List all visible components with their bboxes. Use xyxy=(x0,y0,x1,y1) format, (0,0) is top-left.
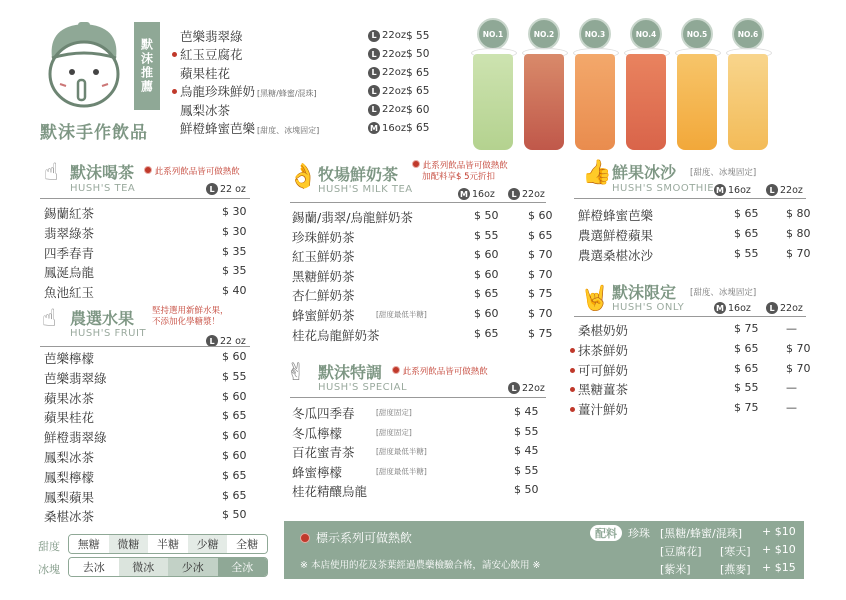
ice-label: 冰塊 xyxy=(38,563,60,576)
menu-item-name: 黑糖薑茶 xyxy=(578,382,629,398)
recommend-size xyxy=(368,122,406,134)
size-letter: L xyxy=(368,104,380,116)
recommend-row xyxy=(172,63,432,82)
recommend-price: $ 50 xyxy=(406,48,430,60)
limited-subtitle: HUSH'S ONLY xyxy=(612,302,685,313)
menu-item-name: 鳳梨蘋果 xyxy=(44,489,95,505)
price-l: $ 80 xyxy=(786,207,811,220)
menu-item-tag: [甜度最低半糖] xyxy=(376,466,427,476)
size-letter: M xyxy=(368,122,380,134)
special-note: 此系列飲品皆可做熱飲 xyxy=(392,365,488,377)
price: $ 35 xyxy=(222,264,247,278)
price-m: $ 60 xyxy=(474,267,499,281)
recommend-price: $ 55 xyxy=(406,29,430,42)
smoothie-size-m: M 16oz xyxy=(714,184,751,196)
price: $ 55 xyxy=(514,463,539,477)
recommend-row xyxy=(172,26,432,45)
menu-item-name: 薑汁鮮奶 xyxy=(578,402,629,418)
addon-row2b: [寒天] xyxy=(720,545,751,558)
scale-option-4: 全糖 xyxy=(227,535,267,553)
divider xyxy=(40,346,250,347)
hot-dot-icon xyxy=(172,52,177,57)
price: $ 60 xyxy=(222,429,247,443)
price: $ 50 xyxy=(514,483,539,497)
menu-item-name: 百花蜜青茶 xyxy=(292,445,355,461)
price-l: $ 75 xyxy=(528,287,553,301)
ice-scale xyxy=(68,557,268,577)
price-m: $ 55 xyxy=(734,381,759,395)
price-l: $ 70 xyxy=(786,246,811,260)
hand-point-icon: ☝ xyxy=(42,304,57,332)
cup-photo xyxy=(728,54,768,150)
tea-note: 此系列飲品皆可做熱飲 xyxy=(144,165,240,177)
price-m: $ 60 xyxy=(474,248,499,262)
sweetness-scale xyxy=(68,534,268,554)
addon-row2a: [豆腐花] xyxy=(660,545,702,558)
special-subtitle: HUSH'S SPECIAL xyxy=(318,382,408,393)
price: $ 30 xyxy=(222,205,247,218)
price-m: $ 65 xyxy=(734,226,759,240)
hand-thumbs-up-icon: 👍 xyxy=(582,158,612,186)
price-l: $ 80 xyxy=(786,226,811,240)
special-size: L 22oz xyxy=(508,382,545,394)
price-m: $ 50 xyxy=(474,209,499,222)
divider xyxy=(290,397,546,398)
hot-dot-icon xyxy=(144,166,152,174)
limited-tag: [甜度、冰塊固定] xyxy=(690,288,757,298)
price: $ 60 xyxy=(222,389,247,403)
price: $ 45 xyxy=(514,405,539,418)
recommend-note: [甜度、冰塊固定] xyxy=(257,126,320,135)
menu-item-name: 抹茶鮮奶 xyxy=(578,342,629,358)
hot-dot-icon xyxy=(570,407,575,412)
hand-ok-icon: 👌 xyxy=(288,162,318,190)
recommend-price: $ 60 xyxy=(406,103,430,116)
hot-dot-icon xyxy=(570,387,575,392)
milk-size-l: L 22oz xyxy=(508,188,545,200)
menu-item-name: 芭樂翡翠綠 xyxy=(44,370,107,386)
price-l: $ 75 xyxy=(528,326,553,340)
menu-item-name: 農選桑椹冰沙 xyxy=(578,247,654,263)
menu-item-name: 蜂蜜鮮奶茶 xyxy=(292,308,355,323)
price-l: — xyxy=(786,322,797,335)
menu-item-name: 冬瓜檸檬 xyxy=(292,425,343,441)
price-m: $ 65 xyxy=(474,287,499,301)
mascot-logo xyxy=(38,18,130,114)
recommend-size xyxy=(368,85,406,97)
menu-item-name: 可可鮮奶 xyxy=(578,362,629,378)
addon-label: 配料 xyxy=(590,525,622,541)
menu-item-name: 鳳梨冰茶 xyxy=(44,450,95,465)
menu-item-name: 珍珠鮮奶茶 xyxy=(292,229,355,245)
recommend-price: $ 65 xyxy=(406,85,430,97)
menu-item-name: 桂花精釀烏龍 xyxy=(292,484,368,500)
menu-item-name: 蘋果桂花 xyxy=(44,410,95,426)
cup-number: NO.3 xyxy=(579,18,611,50)
menu-item-tag: [甜度最低半糖] xyxy=(376,447,427,457)
fruit-subtitle: HUSH'S FRUIT xyxy=(70,328,147,339)
scale-option-0: 無糖 xyxy=(69,535,109,553)
limited-title: 默沫限定 xyxy=(612,283,677,302)
smoothie-subtitle: HUSH'S SMOOTHIE xyxy=(612,183,715,194)
size-text: 22oz xyxy=(382,30,407,41)
menu-item-name: 魚池紅玉 xyxy=(44,285,95,301)
menu-item-name: 桂花烏龍鮮奶茶 xyxy=(292,327,380,343)
hot-dot-icon xyxy=(412,160,420,168)
cup-photo xyxy=(677,54,717,150)
menu-item-tag: [甜度最低半糖] xyxy=(376,310,427,319)
price-l: $ 70 xyxy=(528,267,553,281)
fruit-note: 堅持選用新鮮水果， 不添加化學糖漿！ xyxy=(152,306,229,327)
smoothie-size-l: L 22oz xyxy=(766,184,803,196)
cup-number: NO.2 xyxy=(528,18,560,50)
cup-photo xyxy=(626,54,666,150)
addon-row1-price: + $10 xyxy=(762,525,796,538)
scale-option-3: 少糖 xyxy=(188,535,228,553)
recommend-row xyxy=(172,100,432,119)
menu-item-name: 桑椹冰茶 xyxy=(44,509,95,525)
cup-number: NO.6 xyxy=(732,18,764,50)
price-m: $ 60 xyxy=(474,307,499,320)
recommend-size xyxy=(368,30,406,42)
milk-note: 此系列飲品皆可做熱飲 加配料享$ 5元折扣 xyxy=(412,160,508,183)
hot-dot-icon xyxy=(570,368,575,373)
recommend-name: 鮮橙蜂蜜芭樂 [甜度、冰塊固定] xyxy=(180,121,320,136)
recommend-name: 紅玉豆腐花 xyxy=(180,47,243,62)
special-title: 默沫特調 xyxy=(318,363,383,382)
price: $ 65 xyxy=(222,488,247,502)
menu-item-name: 冬瓜四季春 xyxy=(292,406,355,421)
fruit-size: L 22 oz xyxy=(206,335,246,347)
recommend-size xyxy=(368,48,406,60)
price-m: $ 55 xyxy=(474,228,499,242)
hand-rock-icon: 🤘 xyxy=(580,284,610,312)
menu-item-name: 黑糖鮮奶茶 xyxy=(292,268,355,284)
price-m: $ 65 xyxy=(734,341,759,355)
price-m: $ 55 xyxy=(734,246,759,260)
hand-hush-icon: ☝ xyxy=(44,158,59,186)
size-text: 22oz xyxy=(382,48,407,60)
price: $ 60 xyxy=(222,350,247,363)
price-l: $ 70 xyxy=(528,307,553,320)
recommend-row xyxy=(172,119,432,138)
price-l: — xyxy=(786,401,797,415)
tea-title: 默沫喝茶 xyxy=(70,163,135,182)
price: $ 40 xyxy=(222,284,247,298)
hot-dot-icon xyxy=(570,348,575,353)
sweetness-label: 甜度 xyxy=(38,540,60,553)
recommend-name: 鳳梨冰茶 xyxy=(180,102,231,118)
menu-item-name: 桑椹奶奶 xyxy=(578,323,629,338)
milk-size-m: M 16oz xyxy=(458,188,495,200)
menu-item-name: 農選鮮橙蘋果 xyxy=(578,227,654,243)
price: $ 55 xyxy=(514,424,539,438)
recommend-name: 蘋果桂花 xyxy=(180,65,231,81)
scale-option-3: 全冰 xyxy=(218,558,268,576)
price-m: $ 75 xyxy=(734,322,759,335)
recommend-size xyxy=(368,104,406,116)
price: $ 45 xyxy=(514,444,539,458)
price-l: $ 70 xyxy=(786,361,811,375)
limited-size-m: M 16oz xyxy=(714,302,751,314)
size-letter: L xyxy=(368,48,380,60)
menu-item-name: 鮮橙翡翠綠 xyxy=(44,430,107,446)
price: $ 30 xyxy=(222,224,247,238)
size-text: 22oz xyxy=(382,67,407,78)
menu-item-name: 蘋果冰茶 xyxy=(44,390,95,406)
price: $ 35 xyxy=(222,244,247,258)
size-text: 16oz xyxy=(382,122,407,134)
addon-row2-price: + $10 xyxy=(762,543,796,556)
smoothie-tag: [甜度、冰塊固定] xyxy=(690,168,757,178)
price-m: $ 65 xyxy=(734,361,759,375)
limited-size-l: L 22oz xyxy=(766,302,803,314)
menu-item-name: 錫蘭紅茶 xyxy=(44,206,95,221)
fruit-title: 農選水果 xyxy=(70,309,135,328)
price-m: $ 65 xyxy=(474,326,499,340)
recommend-row xyxy=(172,82,432,101)
size-text: 22oz xyxy=(382,85,407,97)
divider xyxy=(574,198,806,199)
cup-number: NO.5 xyxy=(681,18,713,50)
recommend-price: $ 65 xyxy=(406,66,430,79)
menu-item-name: 芭樂檸檬 xyxy=(44,351,95,366)
menu-item-name: 杏仁鮮奶茶 xyxy=(292,288,355,304)
hot-dot-icon xyxy=(300,533,310,543)
price-l: $ 70 xyxy=(528,248,553,262)
menu-item-name: 錫蘭/翡翠/烏龍鮮奶茶 xyxy=(292,210,413,225)
addon-row3a: [紫米] xyxy=(660,563,691,576)
menu-item-name: 鳳涎烏龍 xyxy=(44,265,95,281)
recommend-note: [黑糖/蜂蜜/混珠] xyxy=(257,89,317,98)
price-m: $ 65 xyxy=(734,207,759,220)
recommend-row xyxy=(172,45,432,64)
menu-item-name: 鮮橙蜂蜜芭樂 xyxy=(578,208,654,223)
recommend-size xyxy=(368,67,406,79)
price-l: — xyxy=(786,381,797,395)
recommend-price: $ 65 xyxy=(406,122,430,134)
cup-photo xyxy=(524,54,564,150)
price: $ 50 xyxy=(222,508,247,522)
cup-photo xyxy=(575,54,615,150)
scale-option-0: 去冰 xyxy=(69,558,119,576)
addon-row3-price: + $15 xyxy=(762,561,796,574)
disclaimer: ※ 本店使用的花及茶葉經過農藥檢驗合格，請安心飲用 ※ xyxy=(300,560,541,571)
menu-item-name: 蜂蜜檸檬 xyxy=(292,464,343,480)
menu-item-name: 四季春青 xyxy=(44,245,95,261)
price-l: $ 70 xyxy=(786,341,811,355)
price: $ 55 xyxy=(222,369,247,383)
milk-subtitle: HUSH'S MILK TEA xyxy=(318,184,413,195)
addon-header: 配料 珍珠 xyxy=(590,525,650,541)
divider xyxy=(574,316,806,317)
price: $ 65 xyxy=(222,468,247,482)
addon-row3b: [燕麥] xyxy=(720,563,751,576)
price-l: $ 60 xyxy=(528,209,553,222)
tea-subtitle: HUSH'S TEA xyxy=(70,183,136,194)
divider xyxy=(290,202,546,203)
size-text: 22oz xyxy=(382,104,407,115)
price: $ 65 xyxy=(222,409,247,423)
size-letter: L xyxy=(368,67,380,79)
price-m: $ 75 xyxy=(734,401,759,415)
brand-name: 默沫手作飲品 xyxy=(40,123,148,143)
menu-item-name: 鳳梨檸檬 xyxy=(44,469,95,485)
scale-option-2: 半糖 xyxy=(148,535,188,553)
smoothie-title: 鮮果冰沙 xyxy=(612,163,677,182)
divider xyxy=(40,198,250,199)
hot-dot-icon xyxy=(172,89,177,94)
scale-option-2: 少冰 xyxy=(168,558,218,576)
hand-peace-icon: ✌ xyxy=(286,358,307,386)
cup-number: NO.4 xyxy=(630,18,662,50)
recommend-name: 芭樂翡翠綠 xyxy=(180,28,243,44)
cup-photo xyxy=(473,54,513,150)
scale-option-1: 微冰 xyxy=(119,558,169,576)
recommend-badge: 默沫推薦 xyxy=(134,22,160,110)
menu-item-tag: [甜度固定] xyxy=(376,408,412,417)
recommend-name: 烏龍珍珠鮮奶 [黑糖/蜂蜜/混珠] xyxy=(180,84,317,99)
cup-number: NO.1 xyxy=(477,18,509,50)
scale-option-1: 微糖 xyxy=(109,535,149,553)
menu-item-name: 紅玉鮮奶茶 xyxy=(292,249,355,265)
price: $ 60 xyxy=(222,449,247,462)
addon-row1: [黑糖/蜂蜜/混珠] xyxy=(660,527,742,540)
price-l: $ 65 xyxy=(528,228,553,242)
tea-size: L 22 oz xyxy=(206,183,246,195)
hot-dot-icon xyxy=(392,366,400,374)
hot-legend: 標示系列可做熱飲 xyxy=(300,529,412,546)
menu-item-name: 翡翠綠茶 xyxy=(44,225,95,241)
footer-bar xyxy=(284,521,804,579)
size-letter: L xyxy=(368,85,380,97)
milk-title: 牧場鮮奶茶 xyxy=(318,165,399,184)
menu-item-tag: [甜度固定] xyxy=(376,427,412,437)
size-letter: L xyxy=(368,30,380,42)
